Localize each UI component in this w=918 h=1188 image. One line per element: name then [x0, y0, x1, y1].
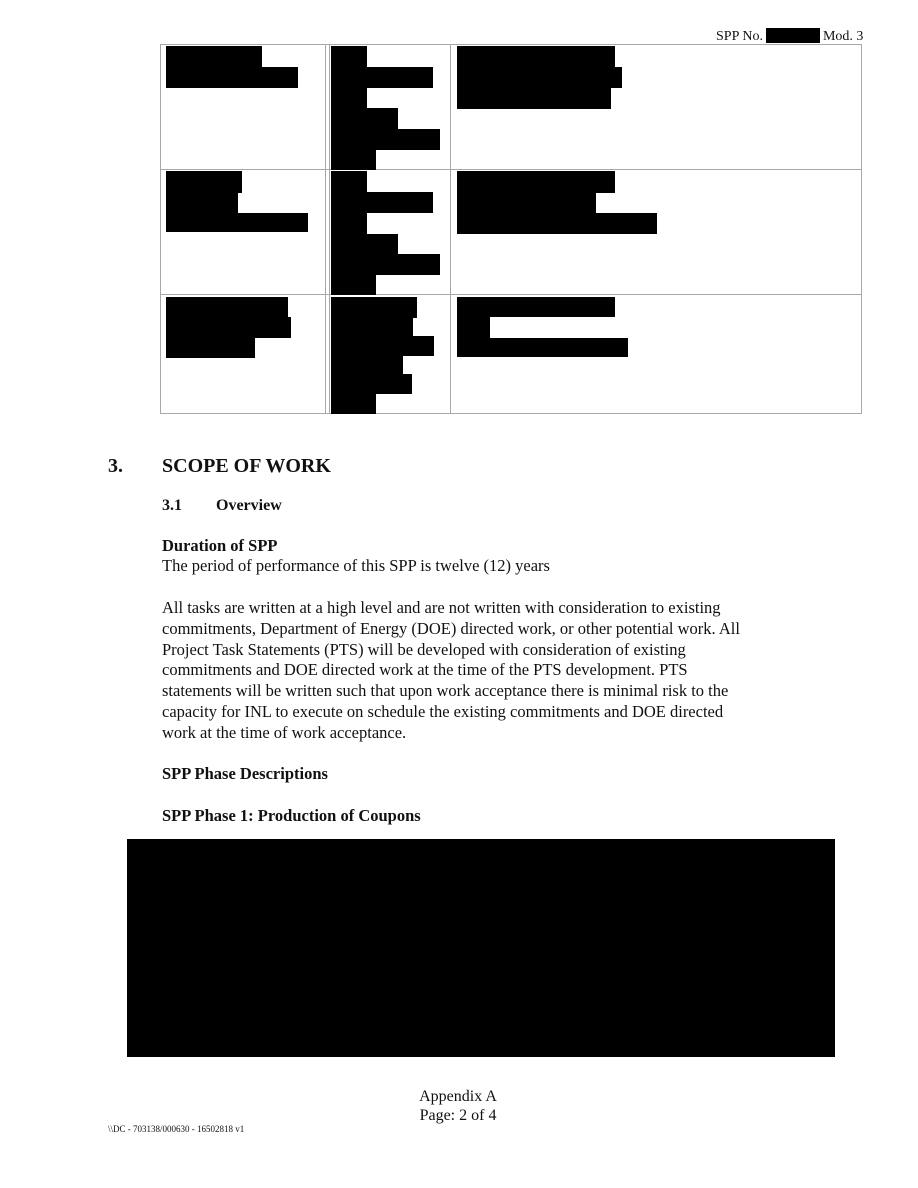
redaction-block — [331, 150, 376, 170]
redaction-block — [331, 108, 398, 129]
redaction-block — [166, 67, 298, 88]
redaction-block — [331, 254, 440, 275]
redaction-block — [457, 46, 615, 68]
redaction-block — [331, 336, 434, 356]
page-header — [716, 28, 863, 45]
duration-text: The period of performance of this SPP is twelve (12) years — [162, 556, 550, 575]
redaction-block — [457, 316, 490, 338]
subsection-number: 3.1 — [162, 497, 182, 514]
phase1-redaction-block — [127, 839, 835, 1057]
phase1-heading: SPP Phase 1: Production of Coupons — [162, 806, 421, 825]
redaction-block — [331, 317, 413, 337]
redaction-block — [457, 67, 622, 88]
duration-heading: Duration of SPP — [162, 536, 278, 555]
paragraph-line: statements will be written such that upon work acceptance there is minimal risk to the — [162, 681, 729, 701]
footer-appendix: Appendix A — [419, 1088, 497, 1105]
footer-page-number: Page: 2 of 4 — [419, 1107, 497, 1124]
paragraph-line: work at the time of work acceptance. — [162, 722, 407, 742]
scope-paragraph — [162, 598, 822, 744]
table-column-divider — [329, 44, 330, 414]
table-row-divider — [160, 294, 862, 295]
phase-descriptions-heading: SPP Phase Descriptions — [162, 764, 328, 783]
redaction-block — [166, 171, 242, 193]
redaction-block — [331, 355, 403, 375]
redaction-block — [166, 192, 238, 213]
footer-doc-id: \\DC - 703138/000630 - 16502818 v1 — [108, 1124, 245, 1134]
paragraph-line: capacity for INL to execute on schedule the existing commitments and DOE directed — [162, 701, 724, 721]
table-column-divider — [450, 44, 451, 414]
section-number: 3. — [108, 455, 123, 477]
redaction-block — [331, 129, 440, 150]
paragraph-line: commitments, Department of Energy (DOE) directed work, or other potential work. All — [162, 618, 740, 638]
redaction-block — [166, 337, 255, 358]
redaction-block — [166, 297, 288, 318]
redaction-block — [457, 88, 611, 109]
redaction-block — [331, 192, 433, 213]
paragraph-line: Project Task Statements (PTS) will be developed with consideration of existing — [162, 639, 686, 659]
redaction-block — [457, 338, 628, 357]
redaction-block — [331, 297, 417, 318]
paragraph-line: commitments and DOE directed work at the time of the PTS development. PTS — [162, 660, 688, 680]
redaction-block — [331, 234, 398, 255]
redaction-block — [457, 297, 615, 317]
subsection-title: Overview — [216, 497, 282, 514]
spp-label: SPP No. — [716, 29, 763, 44]
table-row-divider — [160, 169, 862, 170]
redaction-block — [166, 46, 262, 68]
redaction-block — [331, 374, 412, 394]
redaction-block — [331, 275, 376, 295]
redaction-block — [457, 192, 596, 213]
section-title: SCOPE OF WORK — [162, 455, 331, 477]
redaction-block — [331, 67, 433, 88]
redaction-block — [457, 171, 615, 193]
redaction-block — [166, 317, 291, 338]
redaction-block — [166, 213, 308, 232]
redaction-block — [457, 213, 657, 234]
spp-number-redaction — [766, 28, 820, 43]
table-column-divider — [325, 44, 326, 414]
mod-label: Mod. 3 — [822, 29, 864, 44]
paragraph-line: All tasks are written at a high level and are not written with consideration to existing — [162, 598, 721, 617]
